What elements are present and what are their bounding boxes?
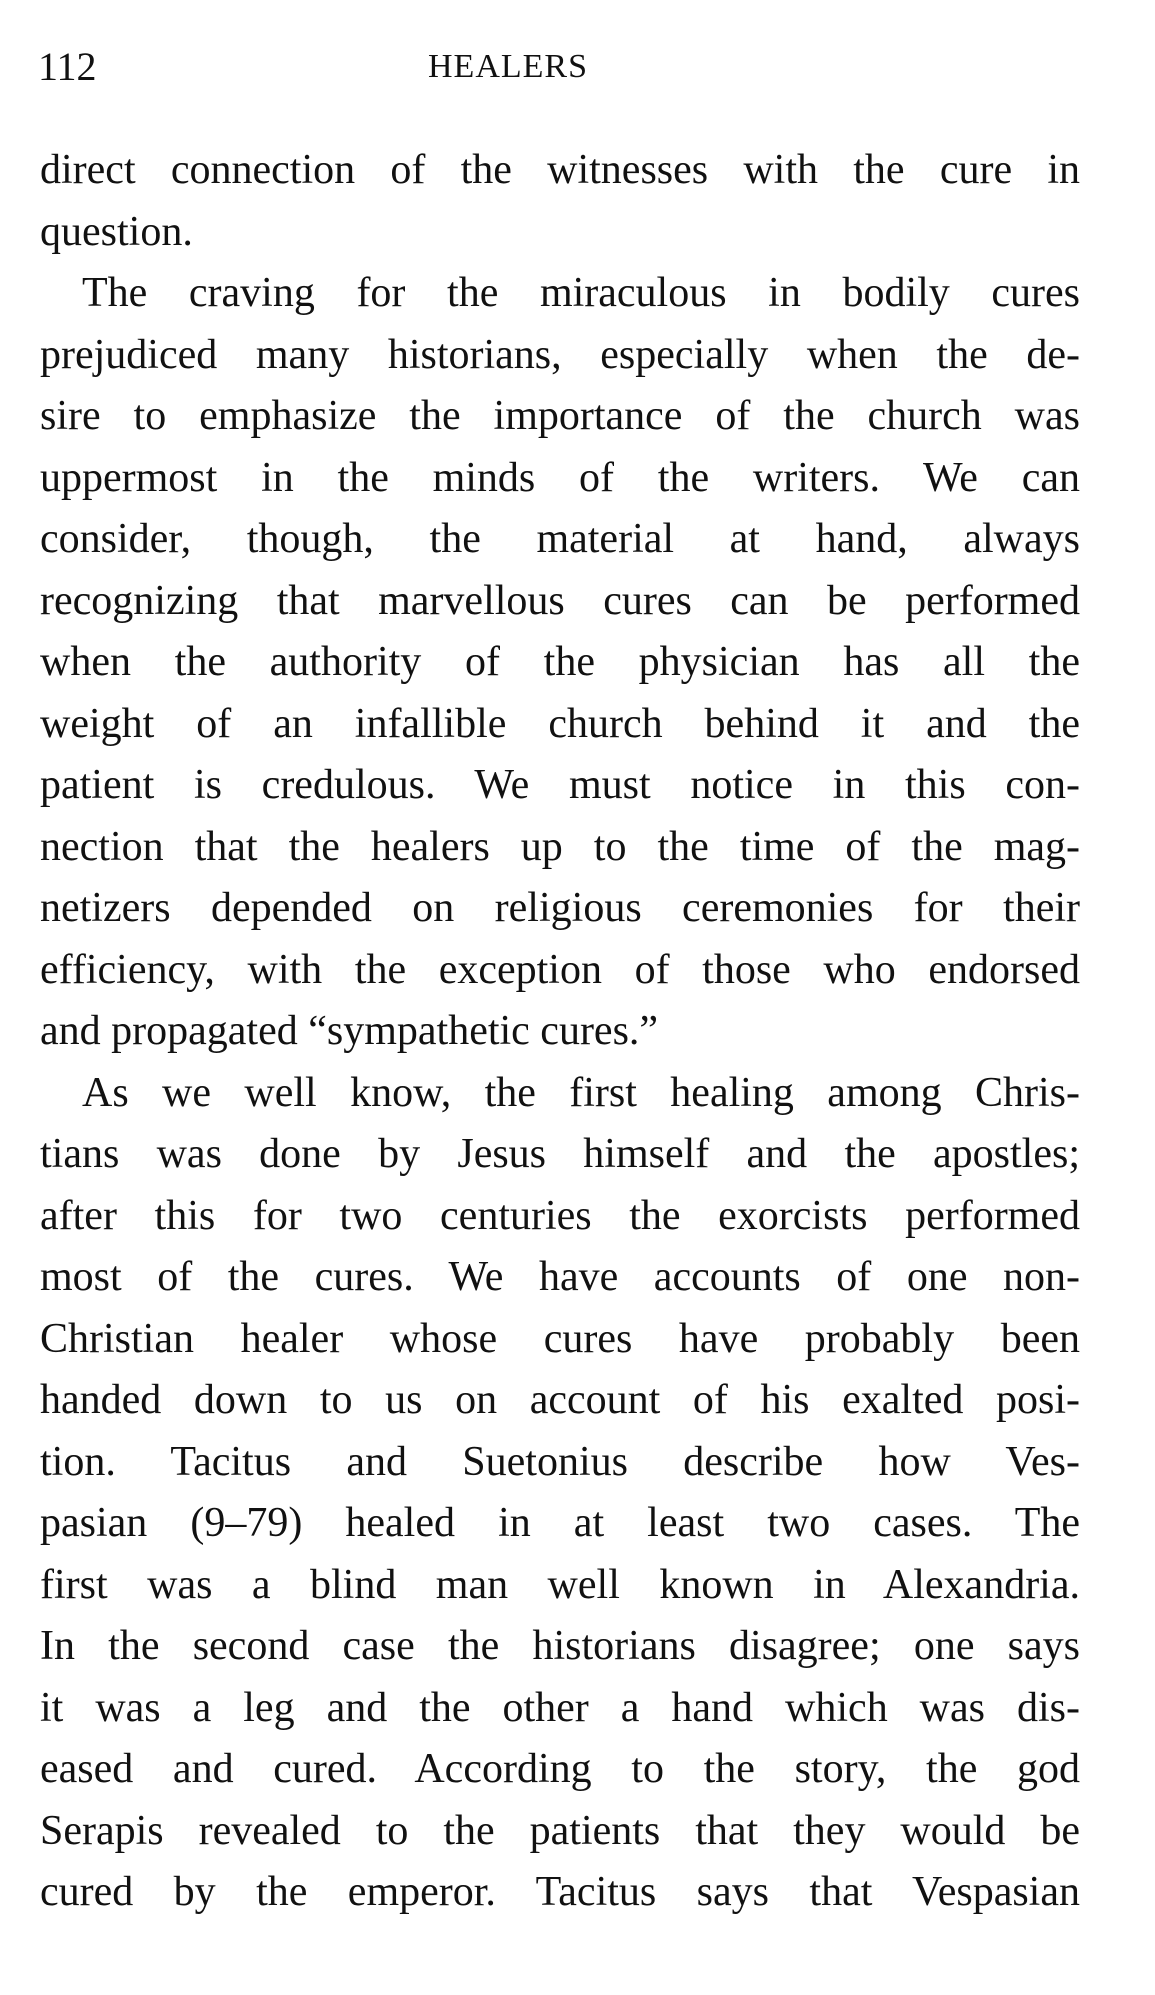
running-title: HEALERS xyxy=(428,48,588,85)
text-line: it was a leg and the other a hand which was dis- xyxy=(40,1684,1080,1731)
text-line: As we well know, the first healing among Chris- xyxy=(82,1069,1080,1116)
text-line: netizers depended on religious ceremonies for their xyxy=(40,885,1080,931)
text-line: after this for two centuries the exorcists performed xyxy=(40,1192,1080,1239)
text-line: question. xyxy=(40,208,193,255)
text-line: handed down to us on account of his exalted posi- xyxy=(40,1377,1080,1423)
text-line: nection that the healers up to the time of the mag- xyxy=(40,823,1080,870)
text-line: The craving for the miraculous in bodily cures xyxy=(82,270,1080,316)
text-line: and propagated “sympathetic cures.” xyxy=(40,1008,659,1054)
text-line: prejudiced many historians, especially when the de- xyxy=(40,331,1080,378)
text-line: direct connection of the witnesses with the cure in xyxy=(40,147,1080,193)
text-line: tion. Tacitus and Suetonius describe how Ves- xyxy=(40,1438,1080,1485)
text-line: Serapis revealed to the patients that they would be xyxy=(40,1807,1080,1854)
text-line: In the second case the historians disagree; one says xyxy=(40,1623,1080,1669)
text-line: eased and cured. According to the story, the god xyxy=(40,1746,1080,1792)
text-line: patient is credulous. We must notice in this con- xyxy=(40,762,1080,808)
text-line: tians was done by Jesus himself and the apostles; xyxy=(40,1131,1080,1177)
text-line: when the authority of the physician has all the xyxy=(40,639,1080,685)
text-line: first was a blind man well known in Alexandria. xyxy=(40,1561,1080,1608)
text-line: pasian (9–79) healed in at least two cases. The xyxy=(40,1500,1080,1546)
text-line: uppermost in the minds of the writers. We can xyxy=(40,454,1080,501)
running-head xyxy=(38,42,1078,92)
page-number: 112 xyxy=(38,44,97,89)
text-line: most of the cures. We have accounts of one non- xyxy=(40,1254,1080,1300)
text-line: Christian healer whose cures have probably been xyxy=(40,1315,1080,1362)
text-line: recognizing that marvellous cures can be performed xyxy=(40,577,1080,624)
text-line: consider, though, the material at hand, always xyxy=(40,516,1080,562)
body-text xyxy=(40,140,1080,1924)
text-line: weight of an infallible church behind it and the xyxy=(40,700,1080,747)
text-line: efficiency, with the exception of those who endorsed xyxy=(40,946,1080,993)
text-line: sire to emphasize the importance of the church was xyxy=(40,393,1080,439)
text-line: cured by the emperor. Tacitus says that Vespasian xyxy=(40,1869,1080,1915)
